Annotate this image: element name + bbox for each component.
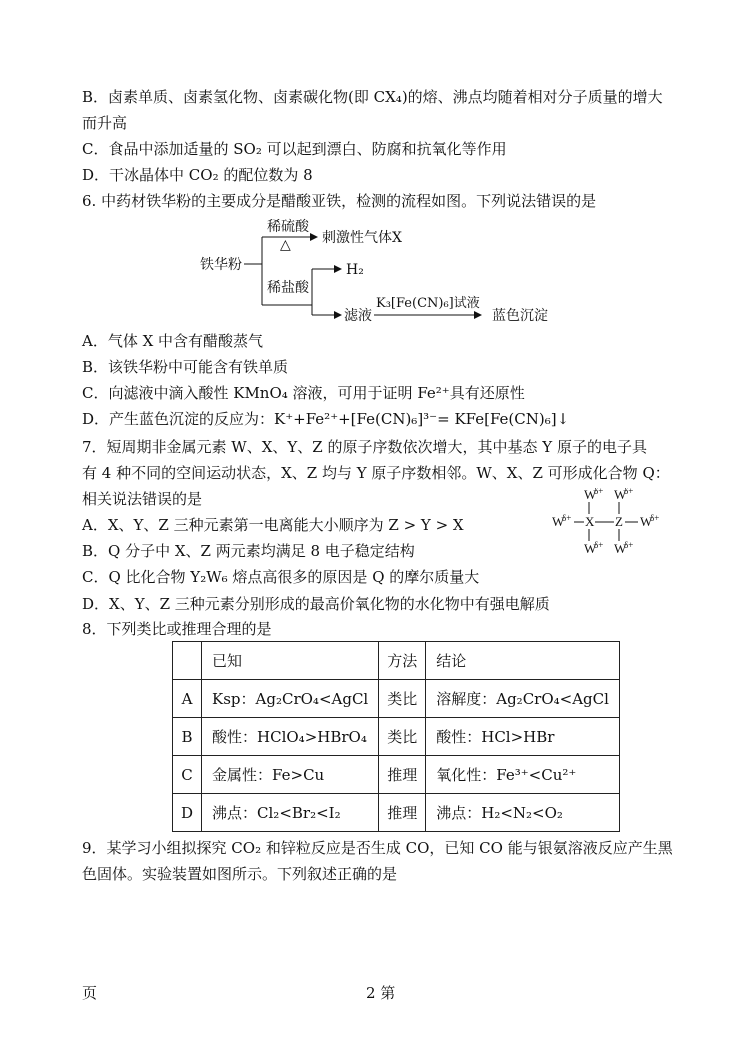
q7-stem-line2: 有 4 种不同的空间运动状态，X、Z 均与 Y 原子序数相邻。W、X、Z 可形成化合物 Q：: [82, 464, 670, 482]
q7-structure-diagram: [550, 488, 680, 558]
row-method: 类比: [379, 680, 426, 718]
row-conclusion: 氧化性：Fe³⁺<Cu²⁺: [426, 756, 620, 794]
flow-reagent-3: K₃[Fe(CN)₆]试液: [376, 296, 480, 311]
atom-x: X: [585, 514, 595, 529]
charge-top-left: δ+: [594, 488, 604, 496]
atom-w-top-left: W: [584, 488, 597, 502]
flow-arrowhead-4: [334, 311, 342, 319]
row-method: 推理: [379, 756, 426, 794]
table-header-row: [173, 642, 620, 680]
flow-filtrate: 滤液: [344, 308, 372, 324]
q9-stem-line1: 9．某学习小组拟探究 CO₂ 和锌粒反应是否生成 CO，已知 CO 能与银氨溶液反应产生黑: [82, 839, 673, 857]
row-known: Ksp：Ag₂CrO₄<AgCl: [202, 680, 379, 718]
flow-start: 铁华粉: [200, 257, 242, 273]
q7-stem-line1: 7．短周期非金属元素 W、X、Y、Z 的原子序数依次增大，其中基态 Y 原子的电子具: [82, 438, 647, 456]
q7-option-c: C．Q 比化合物 Y₂W₆ 熔点高很多的原因是 Q 的摩尔质量大: [82, 568, 480, 586]
q7-option-a: A．X、Y、Z 三种元素第一电离能大小顺序为 Z > Y > X: [82, 516, 464, 534]
flow-reagent-1: 稀硫酸: [267, 219, 309, 235]
footer-page-left: 页: [82, 984, 98, 1002]
q6-option-b: B．该铁华粉中可能含有铁单质: [82, 358, 289, 376]
row-label: D: [173, 794, 202, 832]
atom-z: Z: [615, 514, 623, 529]
atom-w-top-right: W: [614, 488, 627, 502]
table-row: [173, 756, 620, 794]
flow-product-2: H₂: [346, 262, 364, 278]
q8-table: [172, 641, 620, 832]
atom-w-left: W: [552, 514, 565, 529]
q5-option-c: C．食品中添加适量的 SO₂ 可以起到漂白、防腐和抗氧化等作用: [82, 140, 507, 158]
table-row: [173, 718, 620, 756]
table-row: [173, 794, 620, 832]
row-known: 酸性：HClO₄>HBrO₄: [202, 718, 379, 756]
footer-page-number: 2 第: [366, 984, 396, 1002]
row-method: 推理: [379, 794, 426, 832]
q9-stem-line2: 色固体。实验装置如图所示。下列叙述正确的是: [82, 865, 398, 883]
q6-option-a: A．气体 X 中含有醋酸蒸气: [82, 332, 264, 350]
q7-option-d: D．X、Y、Z 三种元素分别形成的最高价氧化物的水化物中有强电解质: [82, 595, 550, 613]
header-cell: 已知: [202, 642, 379, 680]
q6-stem: 6. 中药材铁华粉的主要成分是醋酸亚铁，检测的流程如图。下列说法错误的是: [82, 192, 597, 210]
flow-reagent-2: 稀盐酸: [267, 280, 309, 296]
flow-arrowhead-5: [474, 311, 482, 319]
row-method: 类比: [379, 718, 426, 756]
flow-arrowhead-1: [310, 233, 318, 241]
q7-stem-line3: 相关说法错误的是: [82, 490, 203, 508]
flow-heat: △: [280, 237, 291, 253]
flow-arrowhead-3: [334, 265, 342, 273]
atom-w-bottom-right: W: [614, 541, 627, 556]
q6-option-c: C．向滤液中滴入酸性 KMnO₄ 溶液，可用于证明 Fe²⁺具有还原性: [82, 384, 525, 402]
q7-option-b: B．Q 分子中 X、Z 两元素均满足 8 电子稳定结构: [82, 542, 415, 560]
charge-top-right: δ+: [624, 488, 634, 496]
row-label: B: [173, 718, 202, 756]
charge-bottom-right: δ+: [624, 540, 634, 550]
header-cell: 结论: [426, 642, 620, 680]
header-cell: 方法: [379, 642, 426, 680]
flow-product-1: 刺激性气体X: [322, 230, 402, 246]
row-conclusion: 酸性：HCl>HBr: [426, 718, 620, 756]
q5-option-b-line2: 而升高: [82, 114, 128, 132]
charge-bottom-left: δ+: [594, 540, 604, 550]
row-known: 沸点：Cl₂<Br₂<I₂: [202, 794, 379, 832]
row-known: 金属性：Fe>Cu: [202, 756, 379, 794]
atom-w-right: W: [640, 514, 653, 529]
atom-w-bottom-left: W: [584, 541, 597, 556]
charge-left: δ+: [562, 513, 572, 523]
charge-right: δ+: [650, 513, 660, 523]
q8-stem: 8．下列类比或推理合理的是: [82, 620, 272, 638]
row-conclusion: 溶解度：Ag₂CrO₄<AgCl: [426, 680, 620, 718]
q5-option-b-line1: B．卤素单质、卤素氢化物、卤素碳化物(即 CX₄)的熔、沸点均随着相对分子质量的增大: [82, 88, 663, 106]
table-row: [173, 680, 620, 718]
row-label: C: [173, 756, 202, 794]
header-cell: [173, 642, 202, 680]
row-label: A: [173, 680, 202, 718]
row-conclusion: 沸点：H₂<N₂<O₂: [426, 794, 620, 832]
q6-option-d: D．产生蓝色沉淀的反应为：K⁺+Fe²⁺+[Fe(CN)₆]³⁻= KFe[Fe(CN)₆]↓: [82, 410, 570, 428]
flow-product-3: 蓝色沉淀: [492, 308, 548, 324]
q5-option-d: D．干冰晶体中 CO₂ 的配位数为 8: [82, 166, 313, 184]
